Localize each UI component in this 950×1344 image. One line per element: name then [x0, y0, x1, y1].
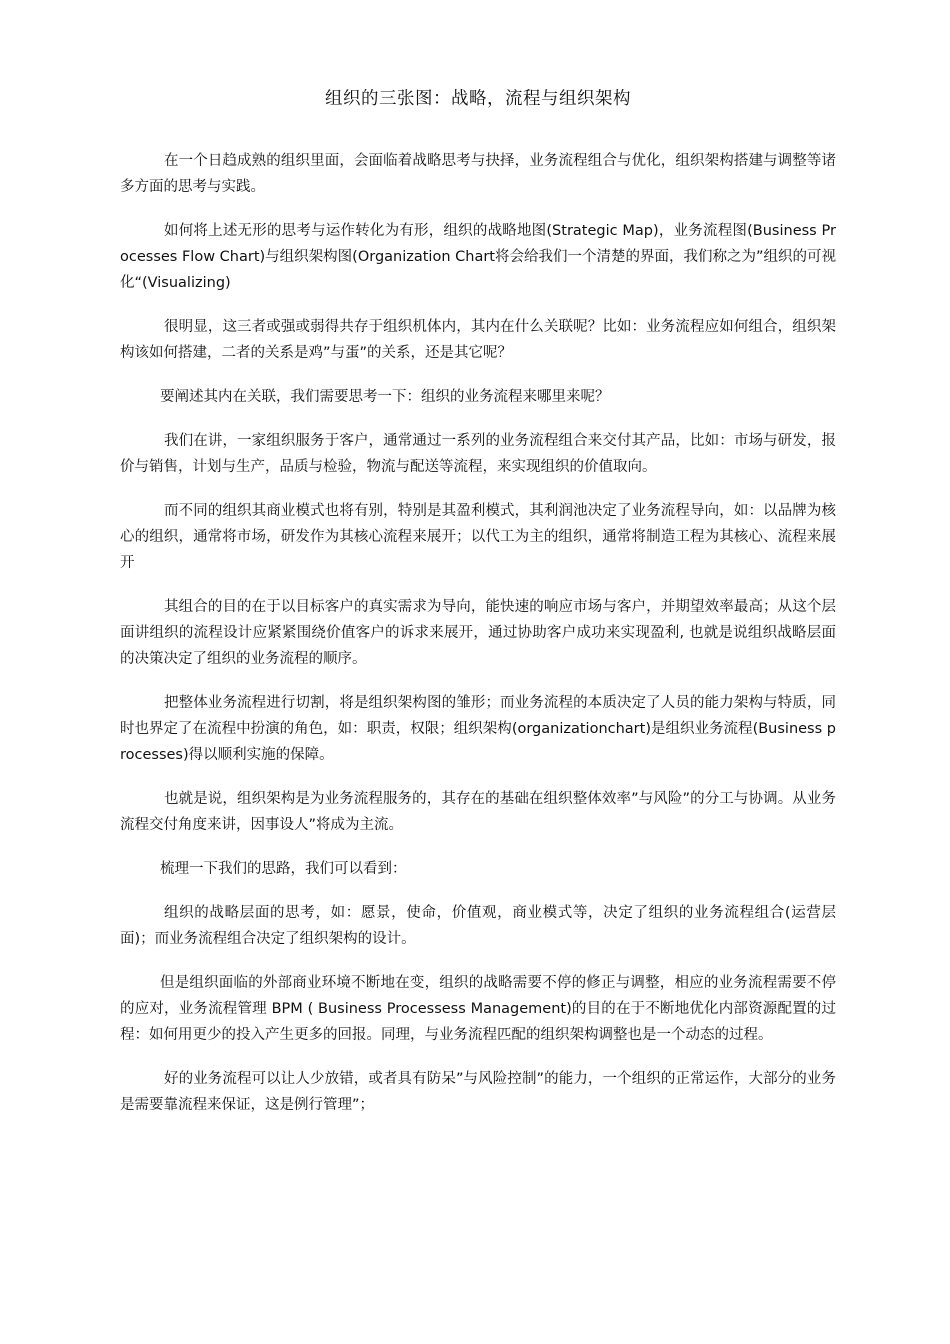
paragraph-2: 如何将上述无形的思考与运作转化为有形，组织的战略地图(Strategic Map)，业务流程图(Business Processes Flow Chart)与组织架构图(Organization Chart将会给我们一个清楚的界面，我们称之为”组织的可视化“(Visualizing) [120, 223, 836, 291]
paragraph-3: 很明显，这三者或强或弱得共存于组织机体内，其内在什么关联呢？比如：业务流程应如何组合，组织架构该如何搭建，二者的关系是鸡”与蛋”的关系，还是其它呢？ [120, 319, 836, 361]
paragraph-11: 组织的战略层面的思考，如：愿景，使命，价值观，商业模式等，决定了组织的业务流程组合(运营层面)；而业务流程组合决定了组织架构的设计。 [120, 905, 836, 947]
document-page [120, 86, 836, 1136]
paragraph-13: 好的业务流程可以让人少放错，或者具有防呆”与风险控制”的能力，一个组织的正常运作，大部分的业务是需要靠流程来保证，这是例行管理”； [120, 1071, 836, 1113]
paragraph-6: 而不同的组织其商业模式也将有别，特别是其盈利模式，其利润池决定了业务流程导向，如：以品牌为核心的组织，通常将市场，研发作为其核心流程来展开；以代工为主的组织，通常将制造工程为其核心、流程来展开 [120, 503, 836, 571]
paragraph-10: 梳理一下我们的思路，我们可以看到： [160, 861, 407, 877]
paragraph-1: 在一个日趋成熟的组织里面，会面临着战略思考与抉择，业务流程组合与优化，组织架构搭建与调整等诸多方面的思考与实践。 [120, 153, 836, 195]
paragraph-8: 把整体业务流程进行切割，将是组织架构图的雏形；而业务流程的本质决定了人员的能力架构与特质，同时也界定了在流程中扮演的角色，如：职责，权限；组织架构(organizationchart)是组织业务流程(Business processes)得以顺利实施的保障。 [120, 695, 836, 763]
document-title: 组织的三张图：战略，流程与组织架构 [325, 89, 631, 109]
paragraph-9: 也就是说，组织架构是为业务流程服务的，其存在的基础在组织整体效率”与风险”的分工与协调。从业务流程交付角度来讲，因事设人”将成为主流。 [120, 791, 836, 833]
paragraph-4: 要阐述其内在关联，我们需要思考一下：组织的业务流程来哪里来呢？ [160, 389, 610, 405]
paragraph-7: 其组合的目的在于以目标客户的真实需求为导向，能快速的响应市场与客户，并期望效率最高；从这个层面讲组织的流程设计应紧紧围绕价值客户的诉求来展开，通过协助客户成功来实现盈利, 也就是说组织战略层面的决策决定了组织的业务流程的顺序。 [120, 599, 836, 667]
paragraph-12: 但是组织面临的外部商业环境不断地在变，组织的战略需要不停的修正与调整，相应的业务流程需要不停的应对，业务流程管理 BPM ( Business Processess Management)的目的在于不断地优化内部资源配置的过程：如何用更少的投入产生更多的回报。同理，与业务流程匹配的组织架构调整也是一个动态的过程。 [120, 975, 836, 1043]
paragraph-5: 我们在讲，一家组织服务于客户，通常通过一系列的业务流程组合来交付其产品，比如：市场与研发，报价与销售，计划与生产，品质与检验，物流与配送等流程，来实现组织的价值取向。 [120, 433, 836, 475]
